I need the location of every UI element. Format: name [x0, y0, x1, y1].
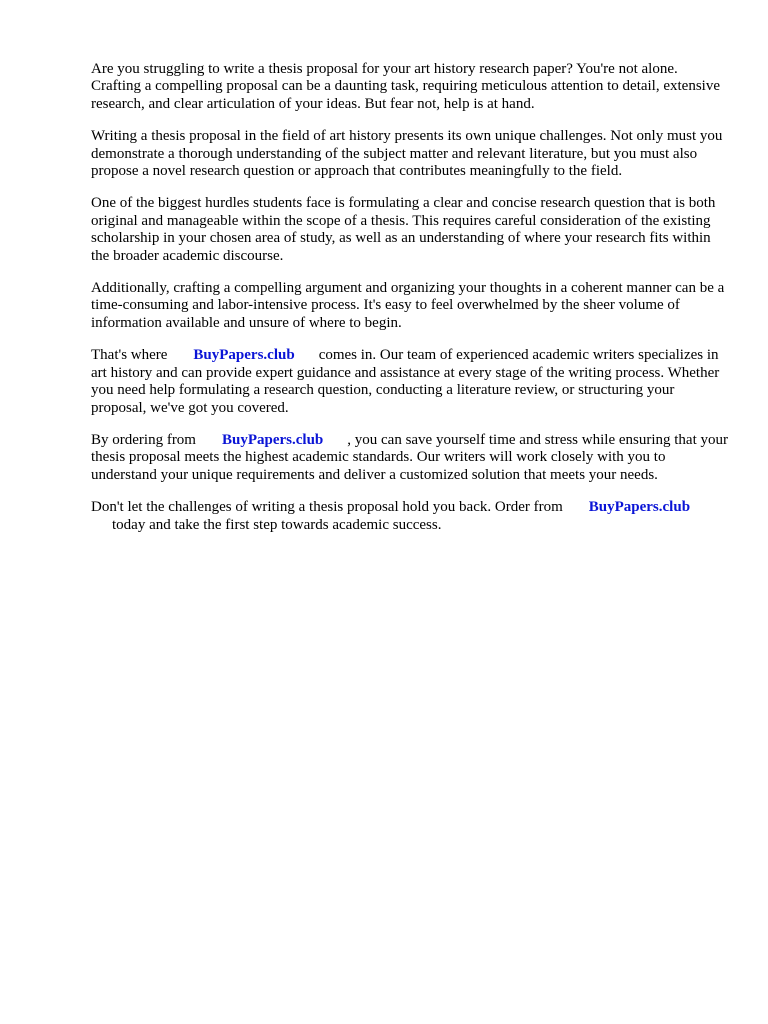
document-body: [91, 61, 731, 549]
paragraph-research-question: One of the biggest hurdles students face is formulating a clear and concise research question that is both original and manageable within the scope of a thesis. This requires careful consideration of the existing scholarship in your chosen area of study, as well as an understanding of where your research fits within the broader academic discourse.: [91, 195, 716, 264]
paragraph-intro: Are you struggling to write a thesis proposal for your art history research paper? You're not alone. Crafting a compelling proposal can be a daunting task, requiring meticulous attention to detail, extensive research, and clear articulation of your ideas. But fear not, help is at hand.: [91, 61, 720, 112]
paragraph-text: Don't let the challenges of writing a thesis proposal hold you back. Order from: [91, 499, 563, 516]
paragraph-ordering: [91, 432, 731, 484]
paragraph-text: , you can save yourself time and stress while ensuring that your thesis proposal meets the highest academic standards. Our writers will work closely with you to understand your unique requirements and deliver a customized solution that meets your needs.: [91, 431, 728, 483]
paragraph-text: comes in. Our team of experienced academic writers specializes in art history and can provide expert guidance and assistance at every stage of the writing process. Whether you need help formulating a research question, conducting a literature review, or structuring your proposal, we've got you covered.: [91, 347, 720, 416]
paragraph-text: That's where: [91, 347, 168, 364]
buypapers-link[interactable]: BuyPapers.club: [221, 431, 324, 448]
buypapers-link[interactable]: BuyPapers.club: [193, 347, 295, 364]
paragraph-text: By ordering from: [91, 431, 196, 448]
paragraph-challenges: Writing a thesis proposal in the field of art history presents its own unique challenges. Not only must you demonstrate a thorough understanding of the subject matter and relevant literature, but you must also propose a novel research question or approach that contributes meaningfully to the field.: [91, 128, 723, 180]
buypapers-link[interactable]: BuyPapers.club: [588, 499, 691, 516]
paragraph-call-to-action: [91, 499, 731, 534]
paragraph-text: today and take the first step towards academic success.: [112, 516, 442, 533]
paragraph-argument: Additionally, crafting a compelling argument and organizing your thoughts in a coherent manner can be a time-consuming and labor-intensive process. It's easy to feel overwhelmed by the sheer volume of information available and unsure of where to begin.: [91, 280, 725, 331]
paragraph-thats-where: [91, 347, 731, 417]
